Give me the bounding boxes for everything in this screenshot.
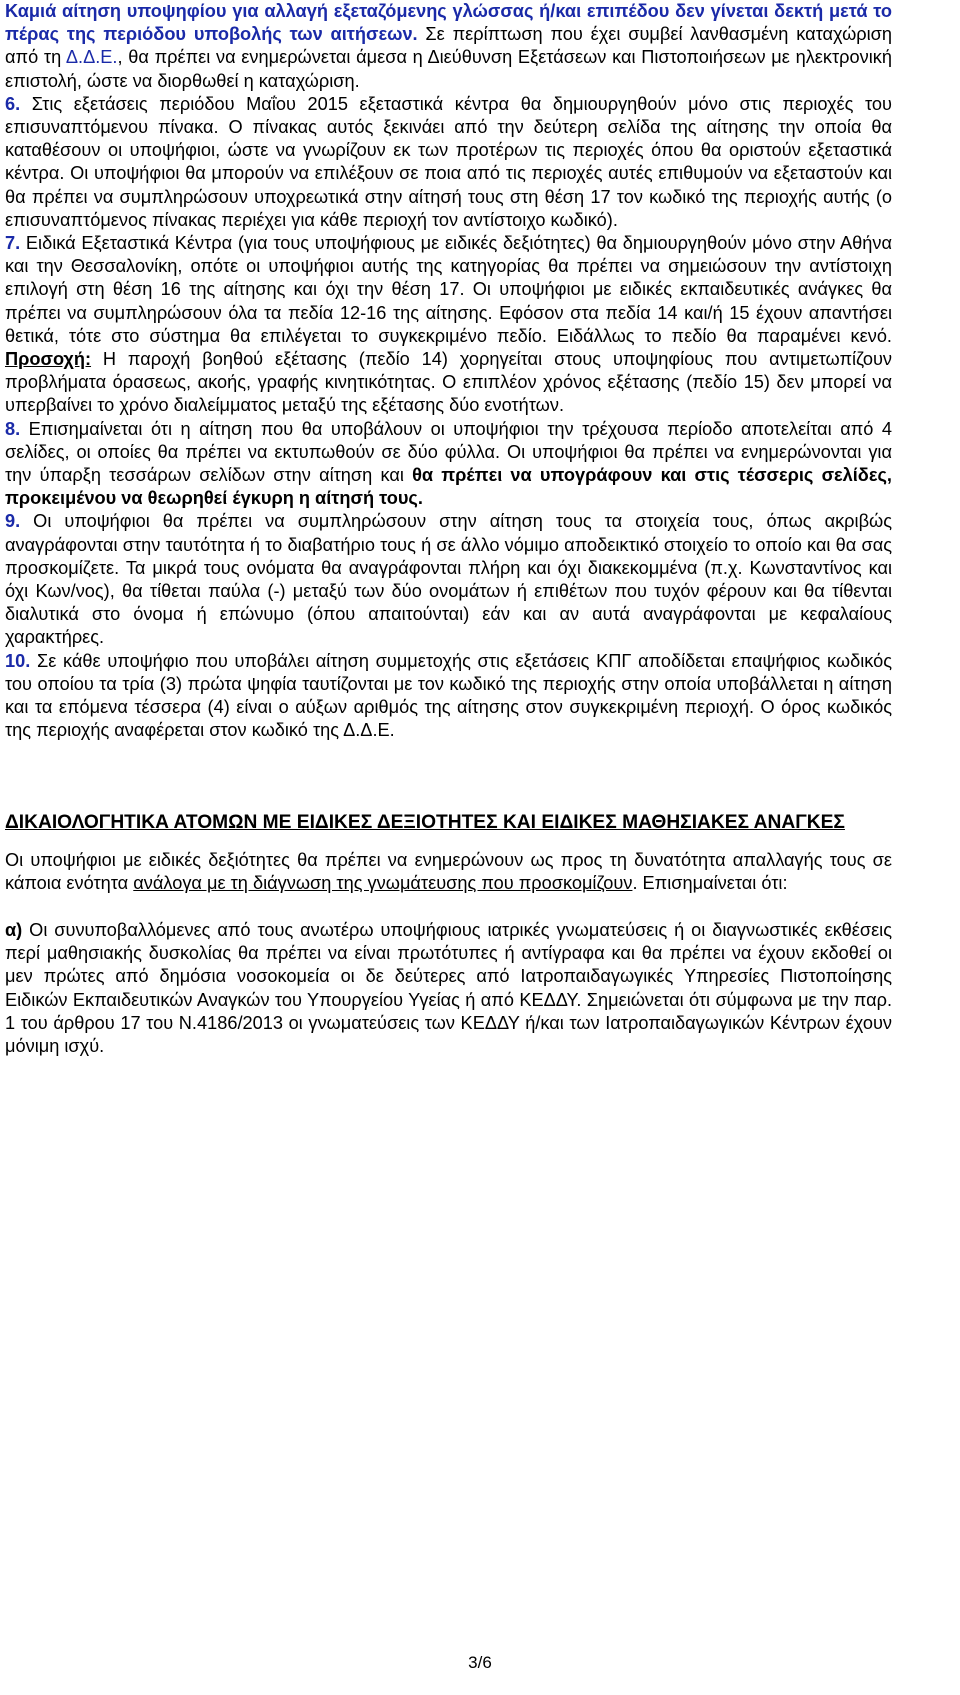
item-6 [5, 93, 892, 232]
item-10 [5, 650, 892, 743]
intro-text-2: , θα πρέπει να ενημερώνεται άμεσα η Διεύθυνση Εξετάσεων και Πιστοποιήσεων με ηλεκτρονική επιστολή, ώστε να διορθωθεί η καταχώριση. [5, 47, 892, 91]
intro-acronym: Δ.Δ.Ε. [65, 47, 118, 68]
section-paragraph-2-text: Οι συνυποβαλλόμενες από τους ανωτέρω υποψήφιους ιατρικές γνωματεύσεις ή οι διαγνωστικές εκθέσεις περί μαθησιακής δυσκολίας θα πρέπει να είναι πρωτότυπες ή αντίγραφα και θα πρέπει να έχουν εκδοθεί οι μεν πρώτες από δημόσια νοσοκομεία οι δε δεύτερες από Ιατροπαιδαγωγικές Υπηρεσίες Πιστοποίησης Ειδικών Εκπαιδευτικών Αναγκών του Υπουργείου Υγείας ή από ΚΕΔΔΥ. Σημειώνεται ότι σύμφωνα με την παρ. 1 του άρθρου 17 του Ν.4186/2013 οι γνωματεύσεις των ΚΕΔΔΥ ή/και των Ιατροπαιδαγωγικών Κέντρων έχουν μόνιμη ισχύ. [5, 919, 892, 1056]
item-8-bold: θα πρέπει να υπογράφουν και στις τέσσερις σελίδες, προκειμένου να θεωρηθεί έγκυρη η αίτησή τους. [5, 465, 892, 509]
item-9-text: Οι υποψήφιοι θα πρέπει να συμπληρώσουν στην αίτηση τους τα στοιχεία τους, όπως ακριβώς αναγράφονται στην ταυτότητα ή το διαβατήριο τους ή σε άλλο νόμιμο αποδεικτικό στοιχείο το οποίο και θα σας προσκομίζετε. Τα μικρά τους ονόματα θα αναγράφονται πλήρη και όχι διακεκομμένα (π.χ. Κωνσταντίνος και όχι Κων/νος), θα τίθεται παύλα (-) μεταξύ των δύο ονομάτων ή επιθέτων που τυχόν φέρουν και θα τίθενται διαλυτικά στο όνομα ή επώνυμο (όπου απαιτούνται) εάν και αν αυτά αναγράφονται με κεφαλαίους χαρακτήρες. [5, 511, 892, 648]
item-9 [5, 510, 892, 649]
item-10-number: 10. [5, 650, 31, 671]
intro-paragraph [5, 0, 892, 93]
item-7-attention: Προσοχή: [5, 349, 92, 370]
section-paragraph-1 [5, 849, 892, 895]
section-heading: ΔΙΚΑΙΟΛΟΓΗΤΙΚΑ ΑΤΟΜΩΝ ΜΕ ΕΙΔΙΚΕΣ ΔΕΞΙΟΤΗΤΕΣ ΚΑΙ ΕΙΔΙΚΕΣ ΜΑΘΗΣΙΑΚΕΣ ΑΝΑΓΚΕΣ [5, 811, 845, 833]
item-7-number: 7. [5, 233, 21, 254]
item-7-text-1: Ειδικά Εξεταστικά Κέντρα (για τους υποψήφιους με ειδικές δεξιότητες) θα δημιουργηθούν μόνο στην Αθήνα και την Θεσσαλονίκη, οπότε οι υποψήφιοι αυτής της κατηγορίας θα πρέπει να σημειώσουν την αντίστοιχη επιλογή στη θέση 16 της αίτησης και όχι την θέση 17. Οι υποψήφιοι με ειδικές εκπαιδευτικές ανάγκες θα πρέπει να συμπληρώσουν όλα τα πεδία 12-16 της αίτησης. Εφόσον στα πεδία 14 και/ή 15 έχουν απαντήσει θετικά, τότε στο σύστημα θα επιλέγεται το συγκεκριμένο πεδίο. Ειδάλλως το πεδίο θα παραμένει κενό. [5, 233, 892, 346]
item-8 [5, 418, 892, 511]
section-paragraph-1-text-2: . Επισημαίνεται ότι: [632, 872, 788, 893]
section-paragraph-1-text-1: Οι υποψήφιοι με ειδικές δεξιότητες θα πρέπει να ενημερώνουν ως προς τη δυνατότητα απαλλαγής τους σε κάποια ενότητα [5, 849, 892, 893]
intro-text-1: Σε περίπτωση που έχει συμβεί λανθασμένη καταχώριση από τη [5, 24, 893, 68]
page-number: 3/6 [468, 1653, 492, 1672]
item-10-acronym: Δ.Δ.Ε. [343, 720, 395, 741]
item-6-text: Στις εξετάσεις περιόδου Μαΐου 2015 εξεταστικά κέντρα θα δημιουργηθούν μόνο στις περιοχές του επισυναπτόμενου πίνακα. Ο πίνακας αυτός ξεκινάει από την δεύτερη σελίδα της αίτησης την οποία θα καταθέσουν οι υποψήφιοι, ώστε να γνωρίζουν εκ των προτέρων τις περιοχές όπου θα οριστούν εξεταστικά κέντρα. Οι υποψήφιοι θα μπορούν να επιλέξουν σε ποια από τις περιοχές αυτές επιθυμούν να εξεταστούν και θα πρέπει να συμπληρώσουν υποχρεωτικά στην αίτησή τους στη θέση 17 τον κωδικό της περιοχής αυτής (ο επισυναπτόμενος πίνακας περιέχει για κάθε περιοχή τον αντίστοιχο κωδικό). [5, 93, 892, 230]
item-9-number: 9. [5, 511, 21, 532]
item-7-text-2: Η παροχή βοηθού εξέτασης (πεδίο 14) χορηγείται στους υποψηφίους που αντιμετωπίζουν προβλήματα όρασεως, ακοής, γραφής κινητικότητας. Ο επιπλέον χρόνος εξέτασης (πεδίο 15) δεν μπορεί να υπερβαίνει το χρόνο διαλείμματος μεταξύ της εξέτασης δύο ενοτήτων. [5, 349, 892, 416]
section-paragraph-1-underlined: ανάλογα με τη διάγνωση της γνωμάτευσης που προσκομίζουν [133, 872, 633, 893]
intro-bold-notice: Καμιά αίτηση υποψηφίου για αλλαγή εξεταζόμενης γλώσσας ή/και επιπέδου δεν γίνεται δεκτή μετά το πέρας της περιόδου υποβολής των αιτήσεων. [5, 1, 892, 45]
item-10-text-1: Σε κάθε υποψήφιο που υποβάλει αίτηση συμμετοχής στις εξετάσεις ΚΠΓ αποδίδεται επαψήφιος κωδικός του οποίου τα τρία (3) πρώτα ψηφία ταυτίζονται με τον κωδικό της περιοχής στην οποία υποβάλλεται η αίτηση και τα επόμενα τέσσερα (4) είναι ο αύξων αριθμός της αίτησης στον συγκεκριμένη περιοχή. Ο όρος κωδικός της περιοχής αναφέρεται στον κωδικό της [5, 650, 892, 741]
item-7 [5, 232, 892, 418]
item-6-number: 6. [5, 93, 21, 114]
section-paragraph-2-label: α) [5, 919, 23, 940]
section-paragraph-2 [5, 919, 892, 1058]
item-8-text-1: Επισημαίνεται ότι η αίτηση που θα υποβάλουν οι υποψήφιοι την τρέχουσα περίοδο αποτελείται από 4 σελίδες, οι οποίες θα πρέπει να εκτυπωθούν σε δύο φύλλα. Οι υποψήφιοι θα πρέπει να ενημερώνονται για την ύπαρξη τεσσάρων σελίδων στην αίτηση και [5, 418, 892, 486]
item-8-number: 8. [5, 418, 21, 439]
